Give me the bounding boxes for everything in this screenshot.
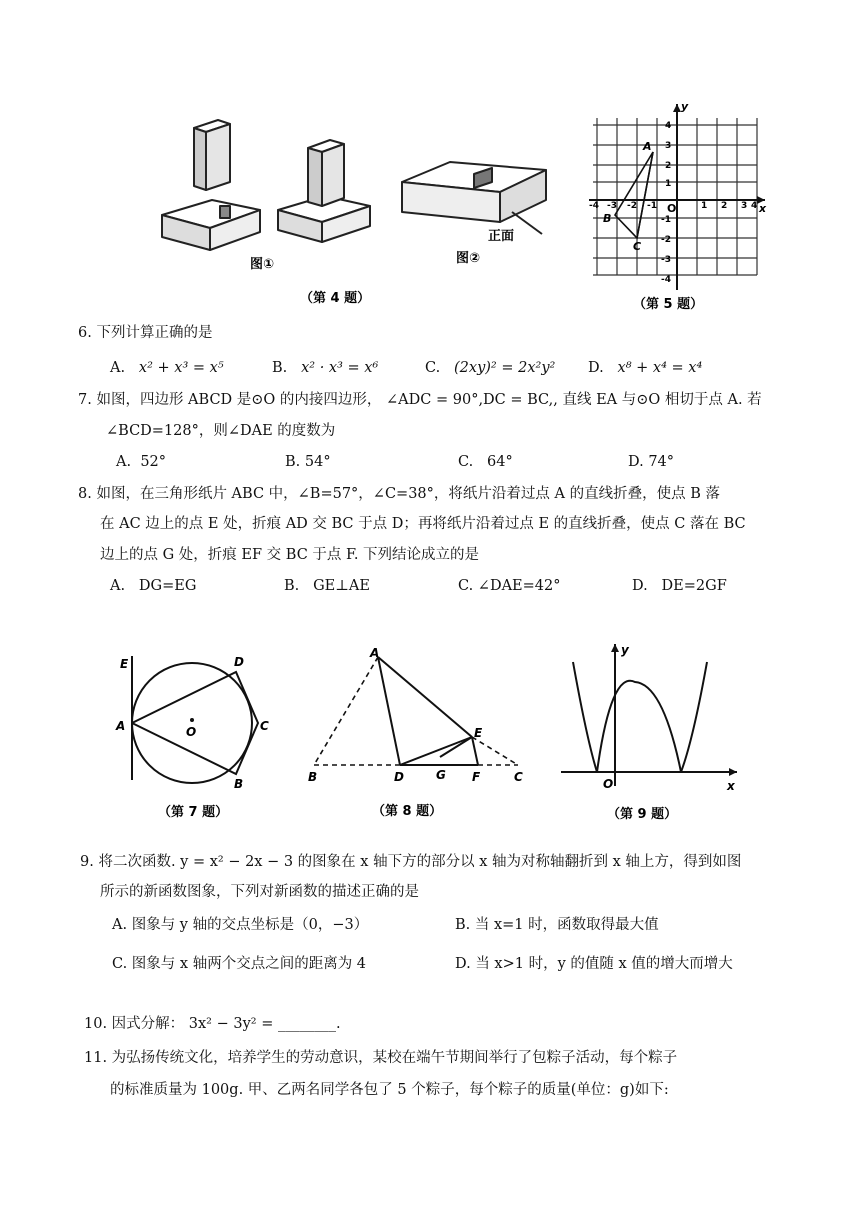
fig5-caption: （第 5 题） [633,297,704,312]
q8-line-1: 8. 如图，在三角形纸片 ABC 中，∠B=57°，∠C=38°，将纸片沿着过点 A 的直线折叠，使点 B 落 [78,486,720,502]
q7-line-1: 7. 如图，四边形 ABCD 是⊙O 的内接四边形， ∠ADC = 90°,DC = BC,, 直线 EA 与⊙O 相切于点 A. 若 [78,392,762,408]
figure-q5-grid [585,100,770,315]
fig7-label-o: O [186,725,197,739]
fig8-caption: （第 8 题） [372,804,443,819]
fig7-label-d: D [234,655,244,669]
q8-option-b: B. GE⊥AE [284,578,370,594]
fig8-label-f: F [472,770,481,784]
q7-option-d: D. 74° [628,454,675,470]
q7-option-a: A. 52° [116,454,167,470]
fig5-tick-x: -3 [607,201,617,211]
q9-line-1: 9. 将二次函数. y = x² − 2x − 3 的图象在 x 轴下方的部分以 x 轴为对称轴翻折到 x 轴上方，得到如图 [80,854,742,870]
fig8-label-e: E [474,726,483,740]
q7-option-b: B. 54° [285,454,331,470]
fig5-tick-y: -2 [661,235,671,245]
fig4-front-label: 正面 [488,229,515,244]
figure-q7-circle [110,650,280,825]
fig8-label-d: D [394,770,404,784]
fig5-tick-y: -1 [661,215,671,225]
fig7-label-c: C [260,719,269,733]
q11-line-2: 的标准质量为 100g. 甲、乙两名同学各包了 5 个粽子，每个粽子的质量(单位：g)如下: [110,1082,669,1098]
fig5-tick-x: -1 [647,201,657,211]
fig5-tick-x: 2 [721,201,728,211]
fig9-axis-y: y [621,643,629,657]
fig7-label-e: E [120,657,129,671]
q9-option-c: C. 图象与 x 轴两个交点之间的距离为 4 [112,956,367,972]
q6-option-b: B. x² · x³ = x⁶ [272,360,379,376]
q9-option-d: D. 当 x>1 时，y 的值随 x 值的增大而增大 [455,956,733,972]
figure-q8-triangle [300,645,540,825]
fig5-tick-x: 1 [701,201,708,211]
fig5-tick-x: -2 [627,201,637,211]
figure-q9-graph [555,640,745,825]
q8-line-2: 在 AC 边上的点 E 处，折痕 AD 交 BC 于点 D；再将纸片沿着过点 E 的直线折叠，使点 C 落在 BC [100,516,746,532]
q9-option-b: B. 当 x=1 时，函数取得最大值 [455,917,659,933]
fig9-caption: （第 9 题） [607,807,678,822]
fig8-label-g: G [436,768,446,782]
fig8-label-c: C [514,770,523,784]
fig5-tick-x: -4 [589,201,599,211]
fig8-label-b: B [308,770,318,784]
fig5-point-a: A [643,140,652,153]
fig9-origin: O [603,777,614,791]
q9-line-2: 所示的新函数图象，下列对新函数的描述正确的是 [100,884,419,900]
fig5-origin: O [667,202,677,215]
q9-option-a: A. 图象与 y 轴的交点坐标是（0，−3） [112,917,369,933]
q6-stem: 6. 下列计算正确的是 [78,325,213,341]
fig4-label-2: 图② [456,251,481,266]
fig5-tick-x: 4 [751,201,758,211]
fig7-label-a: A [116,719,126,733]
q8-option-c: C. ∠DAE=42° [458,578,561,594]
fig5-axis-y: y [681,100,689,113]
q8-line-3: 边上的点 G 处，折痕 EF 交 BC 于点 F. 下列结论成立的是 [100,547,480,563]
q6-option-a: A. x² + x³ = x⁵ [110,360,224,376]
q10-text: 10. 因式分解： 3x² − 3y² = ________. [84,1016,341,1032]
fig5-tick-y: 1 [665,179,672,189]
fig5-tick-y: -3 [661,255,671,265]
q8-option-d: D. DE=2GF [632,578,727,594]
fig5-tick-x: 3 [741,201,748,211]
q8-option-a: A. DG=EG [110,578,197,594]
fig9-axis-x: x [727,779,735,793]
fig5-tick-y: 2 [665,161,672,171]
q7-line-2: ∠BCD=128°，则∠DAE 的度数为 [106,423,336,439]
q7-option-c: C. 64° [458,454,513,470]
fig4-label-1: 图① [250,257,275,272]
q11-line-1: 11. 为弘扬传统文化，培养学生的劳动意识，某校在端午节期间举行了包粽子活动，每个粽子 [84,1050,678,1066]
fig8-label-a: A [370,646,380,660]
fig5-point-b: B [603,212,612,225]
fig5-point-c: C [633,240,642,253]
q6-option-d: D. x⁸ + x⁴ = x⁴ [588,360,703,376]
fig5-tick-y: -4 [661,275,671,285]
fig5-axis-x: x [759,202,767,215]
fig4-caption: （第 4 题） [300,291,371,306]
fig7-label-b: B [234,777,244,791]
figure-q4 [150,110,560,310]
fig7-caption: （第 7 题） [158,805,229,820]
fig5-tick-y: 4 [665,121,672,131]
fig5-tick-y: 3 [665,141,672,151]
q6-option-c: C. (2xy)² = 2x²y² [425,360,556,376]
